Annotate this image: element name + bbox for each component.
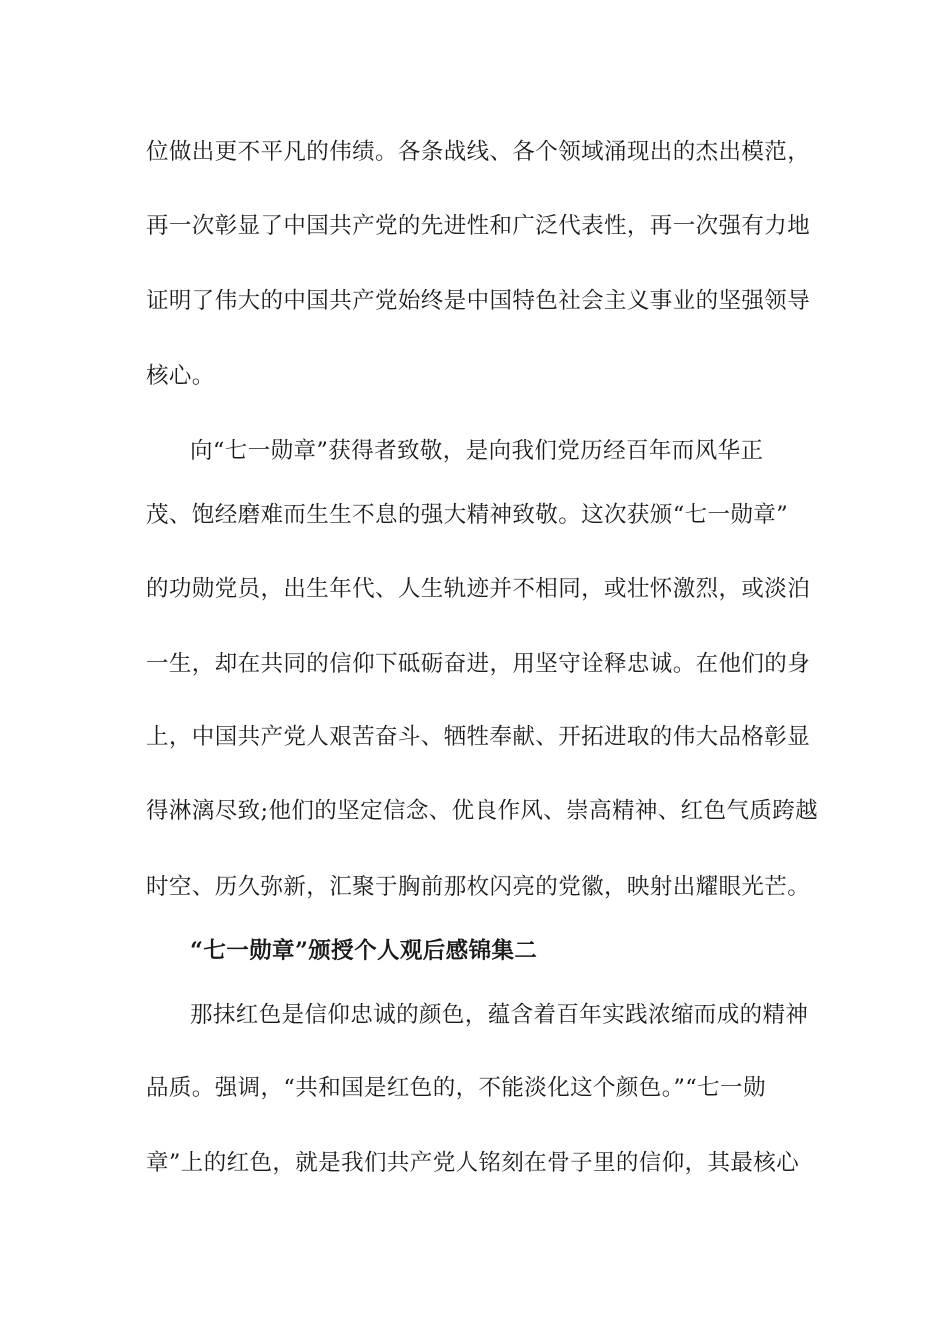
paragraph-line: 位做出更不平凡的伟绩。各条战线、各个领域涌现出的杰出模范， [146, 139, 811, 165]
section-heading: “七一勋章”颁授个人观后感锦集二 [190, 938, 538, 964]
paragraph-line: 核心。 [146, 363, 215, 389]
paragraph-line: 章”上的红色，就是我们共产党人铭刻在骨子里的信仰，其最核心 [146, 1150, 800, 1176]
paragraph-line: 证明了伟大的中国共产党始终是中国特色社会主义事业的坚强领导 [146, 288, 811, 314]
paragraph-line: 再一次彰显了中国共产党的先进性和广泛代表性，再一次强有力地 [146, 213, 811, 239]
paragraph-line: 那抹红色是信仰忠诚的颜色，蕴含着百年实践浓缩而成的精神 [190, 1002, 809, 1028]
paragraph-line: 品质。强调，“共和国是红色的，不能淡化这个颜色。”“七一勋 [146, 1075, 766, 1101]
paragraph-line: 时空、历久弥新，汇聚于胸前那枚闪亮的党徽，映射出耀眼光芒。 [146, 874, 811, 900]
paragraph-line: 上，中国共产党人艰苦奋斗、牺牲奉献、开拓进取的伟大品格彰显 [146, 724, 811, 750]
paragraph-line: 得淋漓尽致;他们的坚定信念、优良作风、崇高精神、红色气质跨越 [146, 798, 819, 824]
paragraph-line: 茂、饱经磨难而生生不息的强大精神致敬。这次获颁“七一勋章” [146, 502, 789, 528]
paragraph-line: 的功勋党员，出生年代、人生轨迹并不相同，或壮怀激烈，或淡泊 [146, 576, 811, 602]
paragraph-line: 一生，却在共同的信仰下砥砺奋进，用坚守诠释忠诚。在他们的身 [146, 651, 811, 677]
paragraph-line: 向“七一勋章”获得者致敬，是向我们党历经百年而风华正 [190, 438, 764, 464]
